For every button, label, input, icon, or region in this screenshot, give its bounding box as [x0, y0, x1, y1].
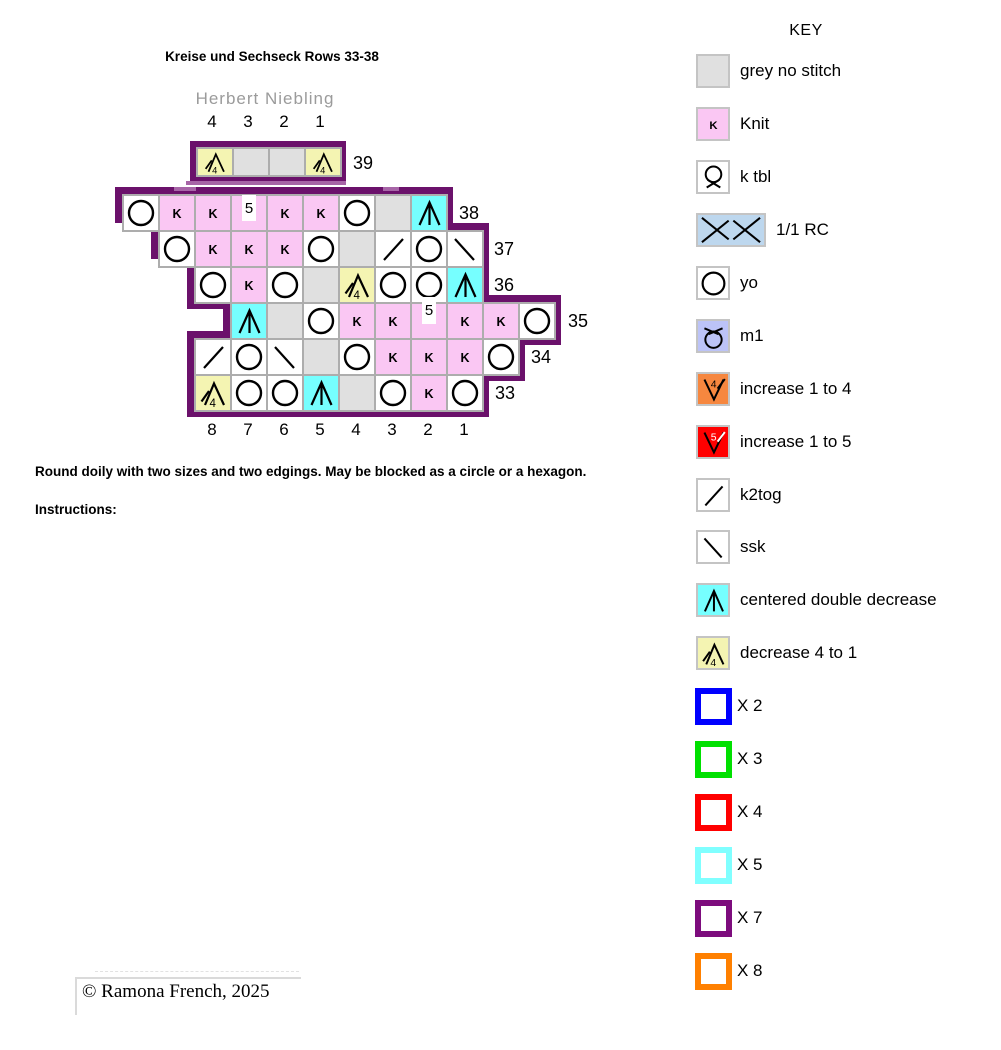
- key-label-x2: X 2: [737, 696, 763, 715]
- ssk-symbol-icon: [269, 341, 301, 373]
- key-swatch-x8: [695, 953, 732, 990]
- chart-cell: [338, 194, 376, 232]
- yo-symbol-icon: [269, 377, 301, 409]
- row-label-34: 34: [531, 347, 552, 367]
- key-swatch-x7: [695, 900, 732, 937]
- key-swatch-rc11: [696, 213, 766, 247]
- svg-text:4: 4: [320, 165, 326, 175]
- yo-symbol-icon: [449, 377, 481, 409]
- chart-cell: [194, 374, 232, 412]
- chart-accent-mark: [186, 181, 346, 185]
- knit-symbol-icon: [449, 341, 481, 373]
- knit-symbol-icon: [269, 233, 301, 265]
- key-label-x8: X 8: [737, 961, 763, 980]
- k2tog-symbol-icon: [197, 341, 229, 373]
- repeat-5-tag: 5: [422, 297, 436, 324]
- rc11-symbol-icon: [699, 215, 763, 245]
- svg-text:K: K: [496, 315, 506, 329]
- key-label-inc5: increase 1 to 5: [740, 432, 852, 451]
- knit-symbol-icon: [197, 197, 229, 229]
- yo-symbol-icon: [305, 305, 337, 337]
- chart-cell: [338, 338, 376, 376]
- chart-cell: [268, 147, 306, 177]
- yo-symbol-icon: [233, 377, 265, 409]
- svg-text:K: K: [208, 207, 218, 221]
- knit-symbol-icon: [305, 197, 337, 229]
- chart-accent-mark: [174, 187, 196, 191]
- chart-cell: [230, 266, 268, 304]
- row-label-36: 36: [494, 275, 515, 295]
- key-swatch-ktbl: [696, 160, 730, 194]
- chart-author: Herbert Niebling: [195, 89, 335, 108]
- chart-cell: [338, 230, 376, 268]
- row-label-39: 39: [353, 153, 374, 173]
- svg-text:4: 4: [212, 165, 218, 175]
- knit-symbol-icon: [699, 110, 728, 139]
- chart-cell: [446, 338, 484, 376]
- yo-symbol-icon: [413, 233, 445, 265]
- chart-cell: [338, 266, 376, 304]
- key-label-ktbl: k tbl: [740, 167, 772, 186]
- svg-text:K: K: [388, 351, 398, 365]
- key-swatch-k2tog: [696, 478, 730, 512]
- dec4-symbol-icon: [341, 269, 373, 301]
- svg-text:K: K: [316, 207, 326, 221]
- key-swatch-x5: [695, 847, 732, 884]
- copyright-box-dash: [95, 971, 299, 972]
- chart-cell: [374, 230, 412, 268]
- dec4-symbol-icon: [699, 639, 728, 668]
- cdd-symbol-icon: [233, 305, 265, 337]
- knit-symbol-icon: [161, 197, 193, 229]
- column-number-bottom: 3: [387, 420, 397, 439]
- yo-symbol-icon: [485, 341, 517, 373]
- chart-cell: [266, 338, 304, 376]
- chart-cell: [158, 230, 196, 268]
- chart-cell: [374, 374, 412, 412]
- chart-cell: [302, 230, 340, 268]
- yo-symbol-icon: [125, 197, 157, 229]
- chart-cell: [482, 302, 520, 340]
- svg-text:K: K: [424, 351, 434, 365]
- svg-text:K: K: [244, 243, 254, 257]
- svg-text:4: 4: [209, 398, 216, 409]
- knit-symbol-icon: [377, 341, 409, 373]
- yo-symbol-icon: [197, 269, 229, 301]
- chart-cell: [446, 266, 484, 304]
- svg-text:4: 4: [710, 379, 717, 391]
- chart-cell: [230, 338, 268, 376]
- repeat-5-tag: 5: [242, 195, 256, 221]
- column-number-bottom: 6: [279, 420, 289, 439]
- svg-text:4: 4: [709, 657, 716, 668]
- chart-cell: [230, 302, 268, 340]
- yo-symbol-icon: [341, 341, 373, 373]
- chart-cell: [302, 374, 340, 412]
- chart-cell: [194, 266, 232, 304]
- column-number-top: 2: [279, 112, 289, 131]
- knit-symbol-icon: [269, 197, 301, 229]
- svg-text:K: K: [424, 387, 434, 401]
- key-swatch-inc5: [696, 425, 730, 459]
- yo-symbol-icon: [521, 305, 553, 337]
- knit-symbol-icon: [233, 233, 265, 265]
- chart-cell: [232, 147, 270, 177]
- key-swatch-inc4: [696, 372, 730, 406]
- chart-cell: [374, 194, 412, 232]
- yo-symbol-icon: [233, 341, 265, 373]
- key-label-yo: yo: [740, 273, 758, 292]
- chart-cell: [266, 230, 304, 268]
- yo-symbol-icon: [699, 269, 728, 298]
- inc5-symbol-icon: [699, 428, 728, 457]
- chart-cell: [122, 194, 160, 232]
- cdd-symbol-icon: [305, 377, 337, 409]
- key-label-knit: Knit: [740, 114, 770, 133]
- key-label-ssk: ssk: [740, 537, 766, 556]
- row-label-33: 33: [495, 383, 516, 403]
- ssk-symbol-icon: [449, 233, 481, 265]
- key-swatch-grey: [696, 54, 730, 88]
- knit-symbol-icon: [341, 305, 373, 337]
- chart-cell: [374, 266, 412, 304]
- chart-cell: [374, 302, 412, 340]
- ktbl-symbol-icon: [699, 163, 728, 192]
- svg-text:4: 4: [353, 290, 360, 301]
- chart-cell: [194, 194, 232, 232]
- chart-cell: [518, 302, 556, 340]
- chart-cell: [338, 302, 376, 340]
- knit-symbol-icon: [233, 269, 265, 301]
- dec4-symbol-icon: [197, 377, 229, 409]
- column-number-bottom: 2: [423, 420, 433, 439]
- key-swatch-yo: [696, 266, 730, 300]
- yo-symbol-icon: [269, 269, 301, 301]
- knit-symbol-icon: [413, 341, 445, 373]
- chart-cell: [446, 302, 484, 340]
- cdd-symbol-icon: [449, 269, 481, 301]
- key-swatch-dec4: [696, 636, 730, 670]
- key-label-m1: m1: [740, 326, 764, 345]
- chart-cell: [158, 194, 196, 232]
- knit-symbol-icon: [197, 233, 229, 265]
- m1-symbol-icon: [699, 322, 728, 351]
- key-label-x7: X 7: [737, 908, 763, 927]
- row-label-38: 38: [459, 203, 480, 223]
- svg-text:K: K: [388, 315, 398, 329]
- key-label-inc4: increase 1 to 4: [740, 379, 852, 398]
- chart-cell: [266, 374, 304, 412]
- inc4-symbol-icon: [699, 375, 728, 404]
- yo-symbol-icon: [305, 233, 337, 265]
- svg-text:K: K: [280, 243, 290, 257]
- chart-cell: [410, 338, 448, 376]
- key-title: KEY: [789, 22, 823, 39]
- chart-cell: [304, 147, 342, 177]
- chart-cell: [374, 338, 412, 376]
- svg-text:K: K: [172, 207, 182, 221]
- chart-cell: [266, 302, 304, 340]
- chart-cell: [446, 230, 484, 268]
- chart-accent-mark: [383, 187, 399, 191]
- svg-text:5: 5: [710, 432, 717, 444]
- knit-symbol-icon: [377, 305, 409, 337]
- copyright-text: © Ramona French, 2025: [82, 981, 270, 1002]
- key-label-dec4: decrease 4 to 1: [740, 643, 858, 662]
- knit-symbol-icon: [485, 305, 517, 337]
- yo-symbol-icon: [377, 269, 409, 301]
- row-label-35: 35: [568, 311, 589, 331]
- chart-cell: [266, 194, 304, 232]
- key-label-k2tog: k2tog: [740, 485, 782, 504]
- svg-text:K: K: [244, 279, 254, 293]
- column-number-top: 4: [207, 112, 217, 131]
- column-number-bottom: 5: [315, 420, 325, 439]
- chart-cell: [302, 338, 340, 376]
- column-number-top: 3: [243, 112, 253, 131]
- svg-text:K: K: [708, 119, 718, 132]
- key-swatch-x4: [695, 794, 732, 831]
- column-number-bottom: 4: [351, 420, 361, 439]
- chart-cell: [338, 374, 376, 412]
- yo-symbol-icon: [341, 197, 373, 229]
- chart-cell: [194, 230, 232, 268]
- key-label-x4: X 4: [737, 802, 763, 821]
- chart-title: Kreise und Sechseck Rows 33-38: [165, 49, 379, 64]
- chart-cell: [230, 230, 268, 268]
- chart-cell: [410, 194, 448, 232]
- chart-cell: [302, 194, 340, 232]
- key-swatch-m1: [696, 319, 730, 353]
- dec4-symbol-icon: [310, 149, 336, 175]
- ssk-symbol-icon: [699, 533, 728, 562]
- column-number-bottom: 8: [207, 420, 217, 439]
- key-label-rc11: 1/1 RC: [776, 220, 829, 239]
- knit-symbol-icon: [413, 377, 445, 409]
- chart-cell: [410, 230, 448, 268]
- instructions-label: Instructions:: [35, 502, 117, 517]
- cdd-symbol-icon: [699, 586, 728, 615]
- chart-cell: [266, 266, 304, 304]
- key-swatch-knit: [696, 107, 730, 141]
- key-swatch-x3: [695, 741, 732, 778]
- chart-cell: [196, 147, 234, 177]
- description-text: Round doily with two sizes and two edgings. May be blocked as a circle or a hexagon.: [35, 464, 587, 479]
- key-label-x5: X 5: [737, 855, 763, 874]
- key-swatch-cdd: [696, 583, 730, 617]
- key-swatch-x2: [695, 688, 732, 725]
- key-label-x3: X 3: [737, 749, 763, 768]
- chart-cell: [230, 374, 268, 412]
- key-label-cdd: centered double decrease: [740, 590, 937, 609]
- chart-cell: [446, 374, 484, 412]
- svg-text:K: K: [208, 243, 218, 257]
- svg-text:K: K: [460, 315, 470, 329]
- k2tog-symbol-icon: [377, 233, 409, 265]
- key-label-grey: grey no stitch: [740, 61, 842, 80]
- chart-cell: [410, 374, 448, 412]
- svg-text:K: K: [280, 207, 290, 221]
- chart-cell: [482, 338, 520, 376]
- column-number-bottom: 7: [243, 420, 253, 439]
- k2tog-symbol-icon: [699, 481, 728, 510]
- yo-symbol-icon: [161, 233, 193, 265]
- chart-cell: [302, 302, 340, 340]
- chart-cell: [194, 338, 232, 376]
- knit-symbol-icon: [449, 305, 481, 337]
- svg-text:K: K: [352, 315, 362, 329]
- row-label-37: 37: [494, 239, 515, 259]
- column-number-top: 1: [315, 112, 325, 131]
- column-number-bottom: 1: [459, 420, 469, 439]
- dec4-symbol-icon: [202, 149, 228, 175]
- yo-symbol-icon: [377, 377, 409, 409]
- svg-text:K: K: [460, 351, 470, 365]
- key-swatch-ssk: [696, 530, 730, 564]
- chart-cell: [302, 266, 340, 304]
- cdd-symbol-icon: [413, 197, 445, 229]
